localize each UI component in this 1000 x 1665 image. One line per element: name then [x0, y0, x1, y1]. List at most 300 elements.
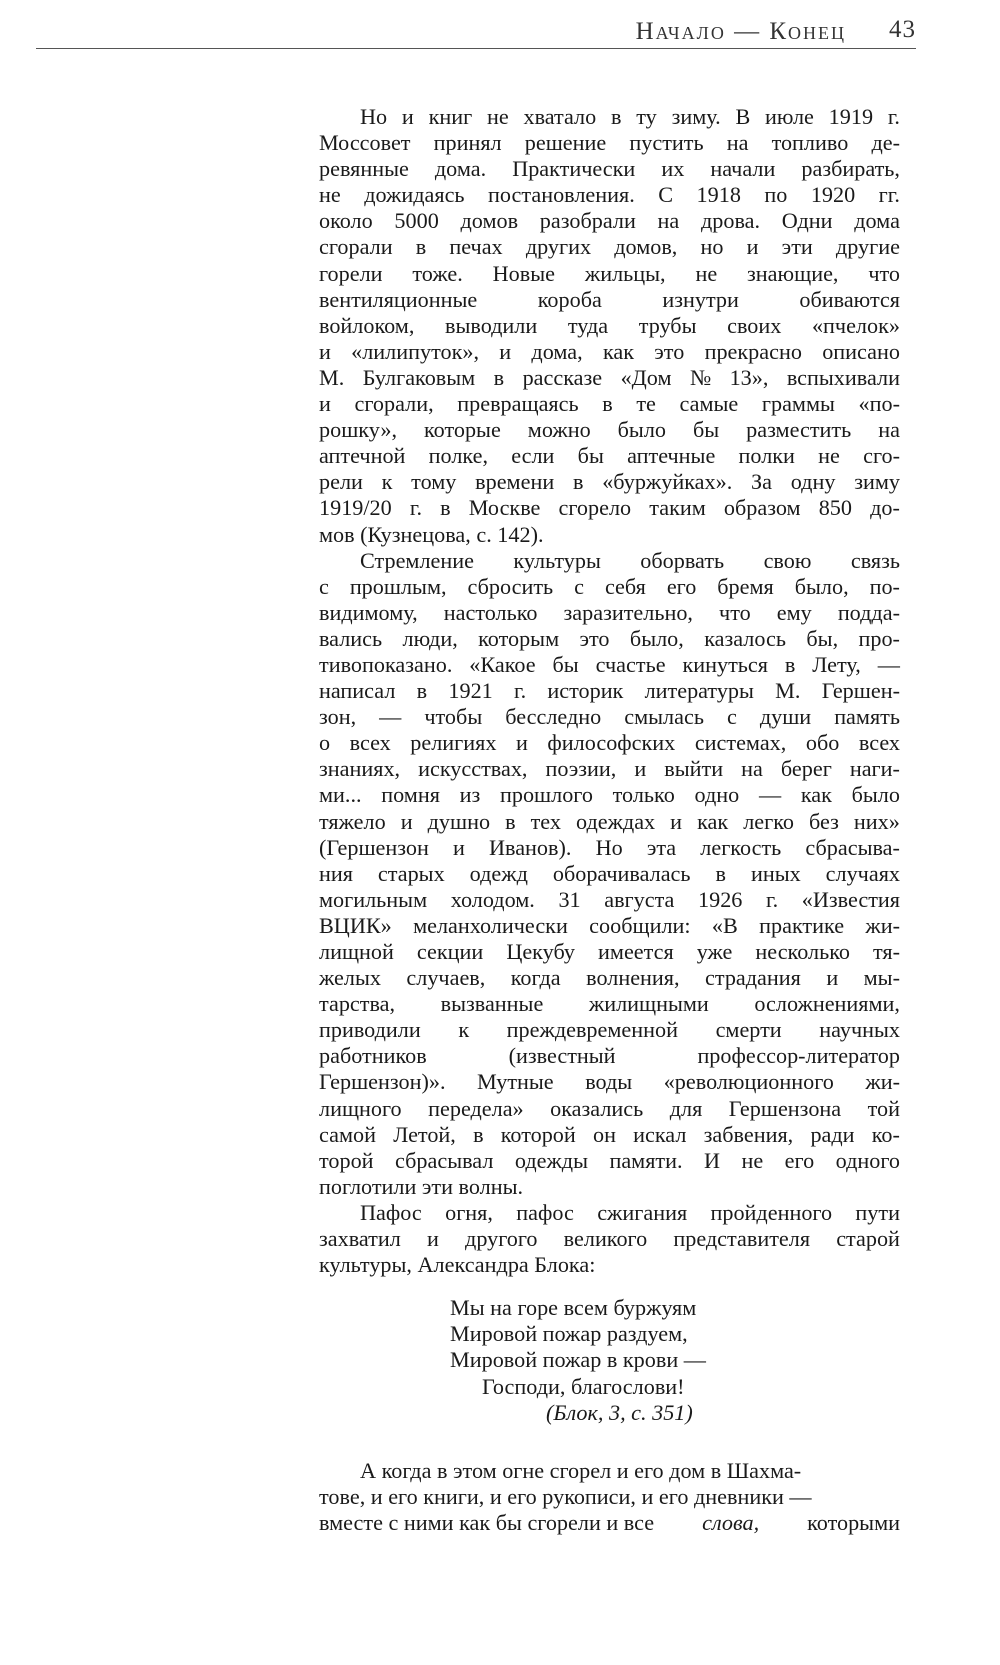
word: (известный: [508, 1043, 616, 1069]
text-line: [319, 261, 900, 287]
word: культуры: [513, 547, 601, 573]
word: к: [381, 469, 393, 495]
word: случаях: [825, 860, 900, 886]
word: оказались: [550, 1095, 644, 1121]
word: души: [759, 704, 812, 730]
word: «Какое: [469, 651, 536, 677]
word: тивопоказано.: [319, 651, 453, 677]
word: и: [634, 756, 647, 782]
text-line: [319, 678, 900, 704]
word: вентиляционные: [319, 286, 478, 312]
word: он: [592, 1121, 616, 1147]
word: Летой,: [393, 1121, 456, 1147]
text-line: [319, 495, 900, 521]
text-line: [319, 756, 900, 782]
word: своих: [727, 312, 782, 338]
word: жи-: [865, 1069, 900, 1095]
word: рошку»,: [319, 417, 398, 443]
word: пути: [855, 1199, 900, 1225]
word: свою: [763, 547, 812, 573]
word: Булгаковым: [362, 364, 476, 390]
word: 1926: [698, 886, 743, 912]
word: эти: [781, 234, 813, 260]
word: пустить: [629, 130, 704, 156]
word: разбирать,: [801, 156, 900, 182]
word: 1919/20: [319, 495, 392, 521]
word: де-: [871, 130, 900, 156]
word: на: [741, 756, 763, 782]
text-line: [319, 1484, 900, 1510]
word: гг.: [878, 182, 900, 208]
word: люди,: [402, 625, 458, 651]
word: старой: [836, 1226, 900, 1252]
text-line: [319, 287, 900, 313]
word: и: [319, 391, 331, 417]
text-line-content: вместе с ними как бы сгорели и все: [319, 1509, 655, 1535]
text-line: [319, 1069, 900, 1095]
word: по-: [869, 573, 900, 599]
word: старых: [377, 860, 445, 886]
word: себя: [604, 573, 646, 599]
word: сгорали,: [354, 391, 434, 417]
word: книг: [428, 104, 473, 129]
word: дома,: [531, 338, 583, 364]
word: Лету,: [812, 651, 861, 677]
word: было,: [794, 573, 849, 599]
word: зиму: [854, 469, 900, 495]
text-line: [319, 965, 900, 991]
word: «буржуйках».: [602, 469, 733, 495]
word: душно: [427, 808, 491, 834]
word: М.: [775, 678, 801, 704]
word: на: [878, 417, 900, 443]
word: бы,: [806, 625, 839, 651]
word: —: [877, 651, 900, 677]
word: Гершензон)».: [319, 1069, 446, 1095]
word: лищного: [319, 1095, 402, 1121]
word: это: [654, 338, 685, 364]
word: оборвать: [640, 547, 725, 573]
word: сгорело: [558, 495, 632, 521]
word: не: [818, 443, 840, 469]
text-line: [319, 443, 900, 469]
word: рассказе: [522, 364, 603, 390]
word: самой: [319, 1121, 376, 1147]
text-line: [319, 391, 900, 417]
word: ту: [636, 104, 657, 129]
word: казалось: [704, 625, 786, 651]
word: огня,: [445, 1199, 493, 1225]
word: как: [800, 782, 832, 808]
word: на: [657, 208, 680, 234]
word: пафос: [516, 1199, 574, 1225]
word: Мутные: [477, 1069, 554, 1095]
word: прошлого: [499, 782, 593, 808]
word: 1921: [448, 678, 493, 704]
word: той: [867, 1095, 900, 1121]
word: как: [697, 808, 729, 834]
word: в: [715, 860, 726, 886]
word: было: [617, 417, 667, 443]
word: смерти: [715, 1017, 782, 1043]
word: пройденного: [710, 1199, 833, 1225]
word: которые: [424, 417, 501, 443]
poem-source-citation: (Блок, 3, с. 351): [546, 1399, 693, 1425]
word: работников: [319, 1043, 427, 1069]
paragraph: [319, 1458, 900, 1536]
word: г.: [409, 495, 423, 521]
word: «пчелок»: [811, 312, 900, 338]
word: времени: [475, 469, 555, 495]
word: было: [851, 782, 900, 808]
word: 1920: [810, 182, 856, 208]
text-line: [319, 939, 900, 965]
word: Одни: [781, 208, 833, 234]
word: 1919: [828, 104, 874, 129]
text-line: [319, 1252, 900, 1278]
word: туда: [567, 312, 609, 338]
word: М.: [319, 364, 345, 390]
text-line: [319, 782, 900, 808]
word: «Известия: [801, 886, 900, 912]
word: написал: [319, 678, 396, 704]
word: сбросить: [467, 573, 554, 599]
word: принял: [433, 130, 502, 156]
word: в: [416, 678, 428, 704]
word: историк: [547, 678, 624, 704]
word: и: [746, 234, 759, 260]
text-line: [319, 1200, 900, 1226]
text-line-content: мов (Кузнецова, с. 142).: [319, 521, 544, 547]
text-line: [319, 548, 900, 574]
word: которым: [478, 625, 560, 651]
word: вызванные: [440, 991, 544, 1017]
word: аптечной: [319, 443, 406, 469]
word: «революционного: [663, 1069, 834, 1095]
word: имеется: [598, 939, 674, 964]
word: 5000: [394, 208, 439, 234]
word: по: [764, 182, 788, 208]
word: его: [784, 1147, 815, 1173]
word: зиму.: [671, 104, 721, 129]
word: ния: [319, 860, 353, 886]
text-line: [319, 417, 900, 443]
word: торой: [319, 1147, 374, 1173]
paragraph: [319, 548, 900, 1200]
word: других: [525, 234, 592, 260]
text-line: [319, 365, 900, 391]
text-line-content: тове, и его книги, и его рукописи, и его дневники —: [319, 1483, 812, 1509]
word: горели: [319, 260, 383, 286]
word: и: [453, 834, 465, 860]
word: и: [515, 730, 528, 756]
word: дома.: [434, 156, 487, 182]
word: ВЦИК»: [319, 912, 392, 938]
word: одежд: [469, 860, 528, 886]
text-line-content: культуры, Александра Блока:: [319, 1252, 596, 1278]
word: памяти.: [609, 1147, 683, 1173]
word: обо: [805, 730, 840, 756]
word: ко-: [871, 1121, 900, 1147]
word: с: [574, 573, 584, 599]
text-line: [319, 104, 900, 130]
word: в: [602, 391, 613, 417]
word: короба: [537, 286, 602, 312]
word: секции: [416, 939, 484, 964]
word: подда-: [837, 599, 900, 625]
word: описано: [822, 338, 900, 364]
word: 13»,: [729, 364, 769, 390]
word: и: [400, 808, 413, 834]
text-line: [319, 600, 900, 626]
word: разобрали: [539, 208, 636, 234]
text-line-content: А когда в этом огне сгорел и его дом в Шахма-: [360, 1457, 802, 1483]
poem-line: Мировой пожар в крови —: [450, 1347, 706, 1373]
word: С: [658, 182, 674, 208]
text-line: [319, 130, 900, 156]
word: знаниях,: [319, 756, 401, 782]
word: только: [612, 782, 675, 808]
text-line: [319, 835, 900, 861]
word: Практически: [512, 156, 636, 182]
word: жилищными: [588, 991, 709, 1017]
word: не: [319, 182, 341, 208]
word: прошлым,: [349, 573, 447, 599]
word: что: [868, 260, 900, 286]
word: И: [704, 1147, 721, 1173]
body-text: [319, 104, 900, 1536]
word: них»: [853, 808, 900, 834]
word: случаев,: [406, 965, 486, 991]
word: вспыхивали: [786, 364, 900, 390]
text-line: [319, 208, 900, 234]
word: и: [826, 965, 839, 991]
word: холодом.: [450, 886, 535, 912]
word: страдания: [705, 965, 801, 991]
word: их: [661, 156, 685, 182]
word: г.: [513, 678, 527, 704]
word: полке,: [428, 443, 489, 469]
word: ревянные: [319, 156, 409, 182]
word: бесследно: [505, 704, 602, 730]
word: воды: [585, 1069, 633, 1095]
text-line: [319, 1122, 900, 1148]
word: эта: [646, 834, 677, 860]
word: в: [415, 234, 427, 260]
word: Пафос: [360, 1199, 422, 1225]
word: оборачивалась: [552, 860, 691, 886]
word: было,: [629, 625, 684, 651]
word: несколько: [755, 939, 850, 964]
word: смылась: [624, 704, 704, 730]
word: прекрасно: [704, 338, 802, 364]
word: сгорали: [319, 234, 393, 260]
word: передела»: [428, 1095, 524, 1121]
word: философских: [547, 730, 676, 756]
word: тя-: [872, 939, 900, 964]
word: в: [505, 808, 516, 834]
word: с: [319, 573, 329, 599]
poem-line: Мы на горе всем буржуям: [450, 1295, 697, 1321]
word: около: [319, 208, 373, 234]
word: За: [751, 469, 772, 495]
word: ради: [810, 1121, 855, 1147]
word: Но: [595, 834, 623, 860]
word: уже: [696, 939, 733, 964]
word: г.: [887, 104, 900, 129]
word: не: [486, 104, 509, 129]
running-head: [36, 14, 916, 49]
italic-word: слова,: [702, 1509, 760, 1535]
word: одного: [835, 1147, 900, 1173]
word: представителя: [673, 1226, 811, 1252]
word: это: [579, 625, 610, 651]
word: жильцы,: [584, 260, 666, 286]
text-line: [319, 522, 900, 548]
word: научных: [819, 1017, 900, 1043]
word: до-: [870, 495, 900, 521]
word: Но: [360, 104, 388, 129]
word: но: [700, 234, 724, 260]
word: бы: [577, 443, 604, 469]
text-line-content: которыми: [807, 1509, 900, 1535]
word: всех: [349, 730, 391, 756]
word: и: [401, 104, 414, 129]
word: из: [459, 782, 481, 808]
word: в: [440, 495, 451, 521]
word: сго-: [863, 443, 900, 469]
word: хватало: [523, 104, 597, 129]
poem-quote: [450, 1295, 900, 1425]
word: счастье: [595, 651, 666, 677]
word: дрова.: [700, 208, 761, 234]
word: выйти: [664, 756, 724, 782]
word: одежды: [514, 1147, 588, 1173]
word: обиваются: [799, 286, 900, 312]
text-line: [319, 1043, 900, 1069]
word: «Дом: [620, 364, 672, 390]
word: домов: [460, 208, 519, 234]
word: с: [726, 704, 737, 730]
text-line: [319, 234, 900, 260]
word: «лилипуток»,: [351, 338, 480, 364]
word: в: [493, 364, 505, 390]
word: сбрасыва-: [805, 834, 900, 860]
word: бы: [552, 651, 579, 677]
word: вались: [319, 625, 383, 651]
word: про-: [858, 625, 900, 651]
word: профессор-литератор: [697, 1043, 900, 1069]
word: самые: [679, 391, 739, 417]
paragraph: [319, 104, 900, 548]
text-line: [319, 1096, 900, 1122]
text-line: [319, 1458, 900, 1484]
word: преждевременной: [506, 1017, 678, 1043]
running-title: Начало — Конец: [635, 18, 846, 45]
word: религиях: [410, 730, 497, 756]
word: «В: [711, 912, 738, 938]
text-line: [319, 991, 900, 1017]
word: начали: [710, 156, 776, 182]
word: печах: [449, 234, 503, 260]
word: практике: [759, 912, 845, 938]
text-line: [319, 626, 900, 652]
word: Цекубу: [506, 939, 575, 964]
word: поэзии,: [545, 756, 617, 782]
word: Иванов).: [489, 834, 572, 860]
word: —: [379, 704, 402, 730]
word: другого: [465, 1226, 538, 1252]
word: (Гершензон: [319, 834, 429, 860]
word: тяжело: [319, 808, 386, 834]
word: меланхолически: [413, 912, 568, 938]
word: кинуться: [682, 651, 768, 677]
word: одно: [694, 782, 740, 808]
word: сообщили:: [589, 912, 691, 938]
word: и: [319, 338, 331, 364]
word: наги-: [849, 756, 900, 782]
text-line: [319, 809, 900, 835]
word: разместить: [746, 417, 852, 443]
word: настолько: [443, 599, 538, 625]
word: и: [670, 808, 683, 834]
word: полки: [738, 443, 795, 469]
word: легко: [743, 808, 794, 834]
word: Гершензона: [728, 1095, 842, 1121]
word: образом: [723, 495, 801, 521]
word: трубы: [638, 312, 697, 338]
word: искал: [633, 1121, 687, 1147]
word: аптечные: [627, 443, 716, 469]
word: г.: [765, 886, 779, 912]
text-line: [319, 469, 900, 495]
word: захватил: [319, 1226, 401, 1252]
word: если: [511, 443, 555, 469]
word: мы-: [863, 965, 900, 991]
text-line: [319, 730, 900, 756]
word: без: [809, 808, 839, 834]
text-line: [319, 704, 900, 730]
word: приводили: [319, 1017, 421, 1043]
word: решение: [524, 130, 607, 156]
word: и: [426, 1226, 439, 1252]
word: великого: [563, 1226, 648, 1252]
word: —: [758, 782, 782, 808]
word: его: [666, 573, 697, 599]
text-line: [319, 1017, 900, 1043]
word: волнения,: [586, 965, 680, 991]
word: ему: [776, 599, 812, 625]
word: 1918: [696, 182, 741, 208]
word: 850: [818, 495, 852, 521]
text-line: [319, 652, 900, 678]
word: в: [572, 469, 584, 495]
word: В: [735, 104, 751, 129]
word: дожидаясь: [364, 182, 465, 208]
page-number: 43: [889, 16, 916, 43]
text-line: [319, 887, 900, 913]
word: тому: [411, 469, 457, 495]
word: рели: [319, 469, 363, 495]
word: которой: [500, 1121, 576, 1147]
word: августа: [604, 886, 675, 912]
text-line: [319, 1510, 900, 1536]
word: Москве: [468, 495, 541, 521]
word: бы: [692, 417, 720, 443]
text-line: [319, 1174, 900, 1200]
word: для: [669, 1095, 703, 1121]
text-line: [319, 182, 900, 208]
